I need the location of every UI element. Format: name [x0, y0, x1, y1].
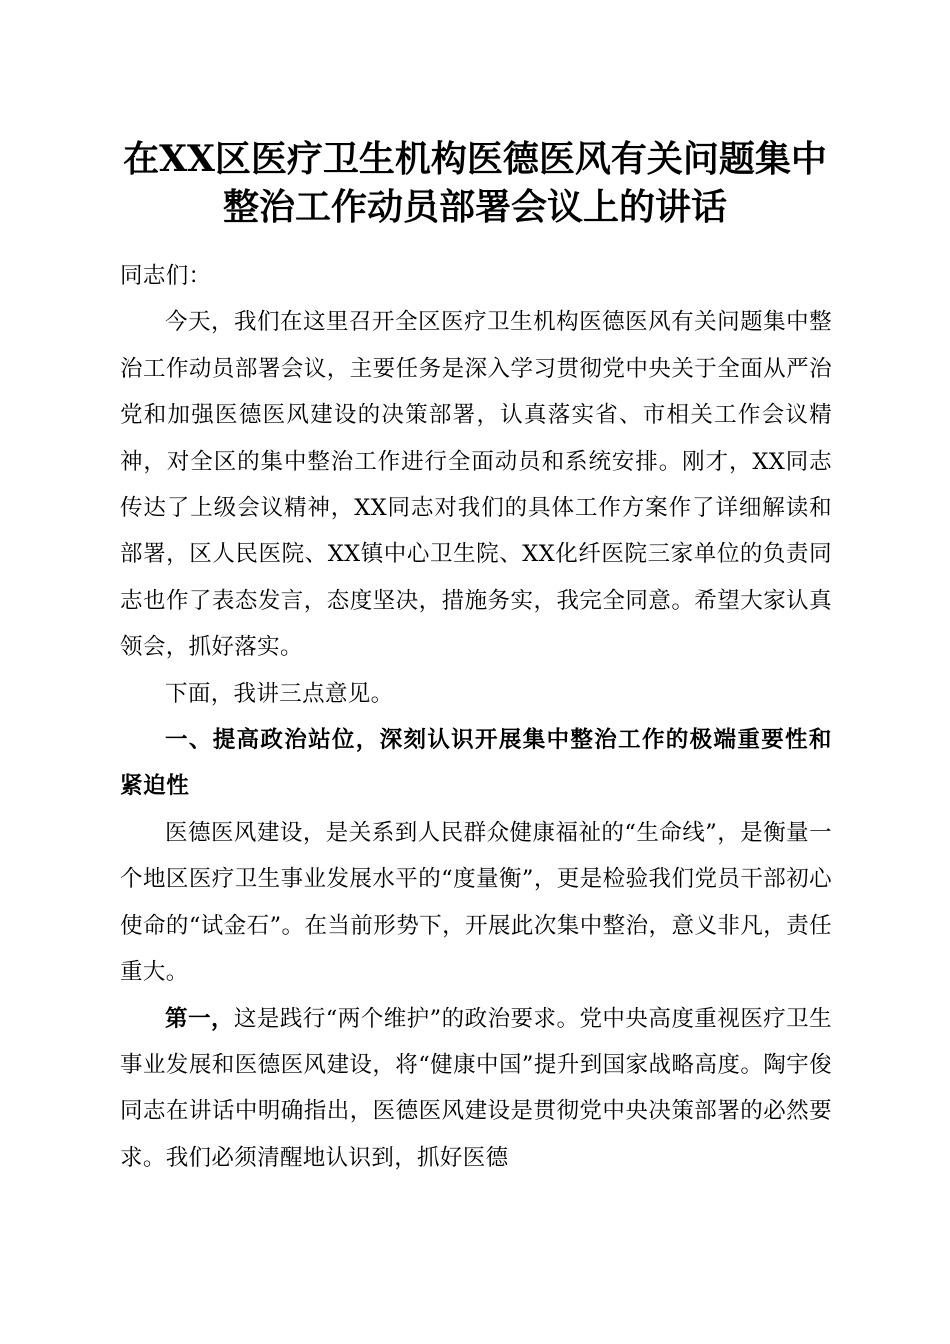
salutation: 同志们： [120, 263, 212, 289]
document-body [120, 253, 832, 1181]
document-title-line-2: 整治工作动员部署会议上的讲话 [222, 186, 727, 228]
section-1-paragraph: 医德医风建设，是关系到人民群众健康福祉的“生命线”，是衡量一个地区医疗卫生事业发展水平的“度量衡”，更是检验我们党员干部初心使命的“试金石”。在当前形势下，开展此次集中整治，意义非凡，责任重大。 [120, 819, 832, 986]
intro-paragraph: 今天，我们在这里召开全区医疗卫生机构医德医风有关问题集中整治工作动员部署会议，主要任务是深入学习贯彻党中央关于全面从严治党和加强医德医风建设的决策部署，认真落实省、市相关工作会议精神，对全区的集中整治工作进行全面动员和系统安排。刚才，XX同志传达了上级会议精神，XX同志对我们的具体工作方案作了详细解读和部署，区人民医院、XX镇中心卫生院、XX化纤医院三家单位的负责同志也作了表态发言，态度坚决，措施务实，我完全同意。希望大家认真领会，抓好落实。 [120, 309, 832, 661]
point-1-lead: 第一， [165, 1005, 234, 1032]
document-title-line-1: 在XX区医疗卫生机构医德医风有关问题集中 [123, 138, 827, 180]
point-1-paragraph [120, 996, 832, 1182]
section-1-heading: 一、提高政治站位，深刻认识开展集中整治工作的极端重要性和紧迫性 [120, 727, 832, 800]
point-1-text: 这是践行“两个维护”的政治要求。党中央高度重视医疗卫生事业发展和医德医风建设，将“健康中国”提升到国家战略高度。陶宇俊同志在讲话中明确指出，医德医风建设是贯彻党中央决策部署的必然要求。我们必须清醒地认识到，抓好医德 [120, 1005, 832, 1171]
points-intro: 下面，我讲三点意见。 [165, 680, 394, 707]
